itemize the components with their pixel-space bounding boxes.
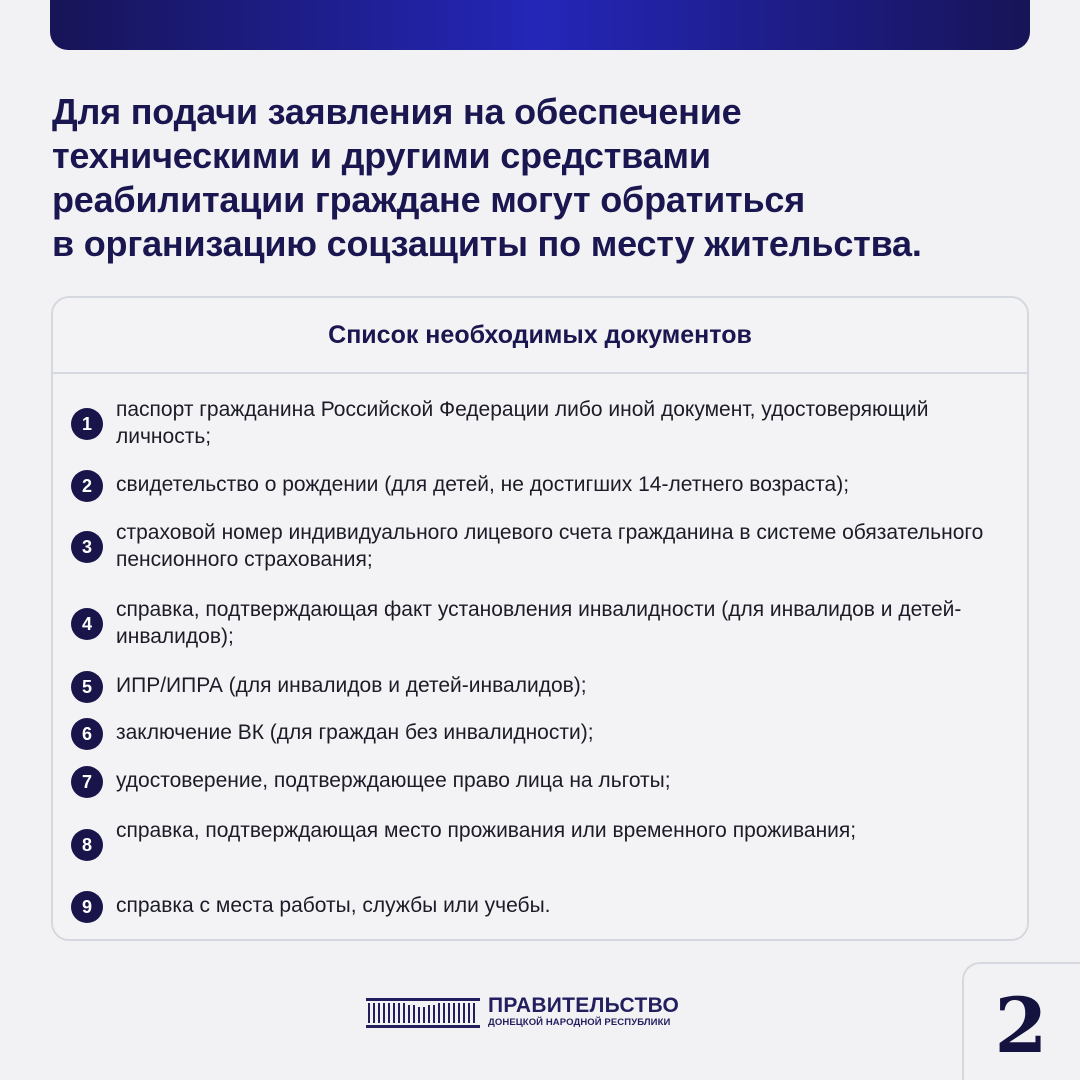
list-item-text: ИПР/ИПРА (для инвалидов и детей-инвалидов); (116, 674, 587, 697)
list-item-text: справка, подтверждающая факт установления инвалидности (для инвалидов и детей-инвалидов); (116, 598, 962, 648)
headline (52, 90, 1042, 266)
headline-line-1: Для подачи заявления на обеспечение (52, 91, 742, 132)
top-gradient-bar (50, 0, 1030, 50)
item-number-badge: 1 (71, 408, 103, 440)
item-number-badge: 4 (71, 608, 103, 640)
headline-line-4: в организацию соцзащиты по месту жительства. (52, 223, 922, 264)
item-number-badge: 8 (71, 829, 103, 861)
headline-line-3: реабилитации граждане могут обратиться (52, 179, 806, 220)
government-building-icon (366, 996, 480, 1028)
documents-list (53, 298, 1027, 939)
list-item-text: удостоверение, подтверждающее право лица на льготы; (116, 769, 671, 792)
page-number: 2 (994, 980, 1048, 1070)
logo-title: ПРАВИТЕЛЬСТВО (488, 994, 680, 1017)
documents-card-title: Список необходимых документов (53, 298, 1027, 374)
item-number-badge: 5 (71, 671, 103, 703)
headline-line-2: техническими и другими средствами (52, 135, 711, 176)
item-number-badge: 7 (71, 766, 103, 798)
list-item-text: страховой номер индивидуального лицевого счета гражданина в системе обязательного пенсионного страхования; (116, 521, 984, 571)
logo-subtitle: ДОНЕЦКОЙ НАРОДНОЙ РЕСПУБЛИКИ (488, 1017, 671, 1028)
list-item-text: заключение ВК (для граждан без инвалидности); (116, 721, 594, 744)
item-number-badge: 9 (71, 891, 103, 923)
list-item-text: справка, подтверждающая место проживания или временного проживания; (116, 819, 857, 842)
list-item-text: свидетельство о рождении (для детей, не достигших 14-летнего возраста); (116, 473, 850, 496)
list-item-text: паспорт гражданина Российской Федерации либо иной документ, удостоверяющий личность; (116, 398, 929, 448)
logo-text (488, 995, 679, 1029)
item-number-badge: 2 (71, 470, 103, 502)
item-number-badge: 3 (71, 531, 103, 563)
list-item-text: справка с места работы, службы или учебы. (116, 894, 551, 917)
documents-card (51, 296, 1029, 941)
item-number-badge: 6 (71, 718, 103, 750)
government-logo (366, 994, 679, 1030)
